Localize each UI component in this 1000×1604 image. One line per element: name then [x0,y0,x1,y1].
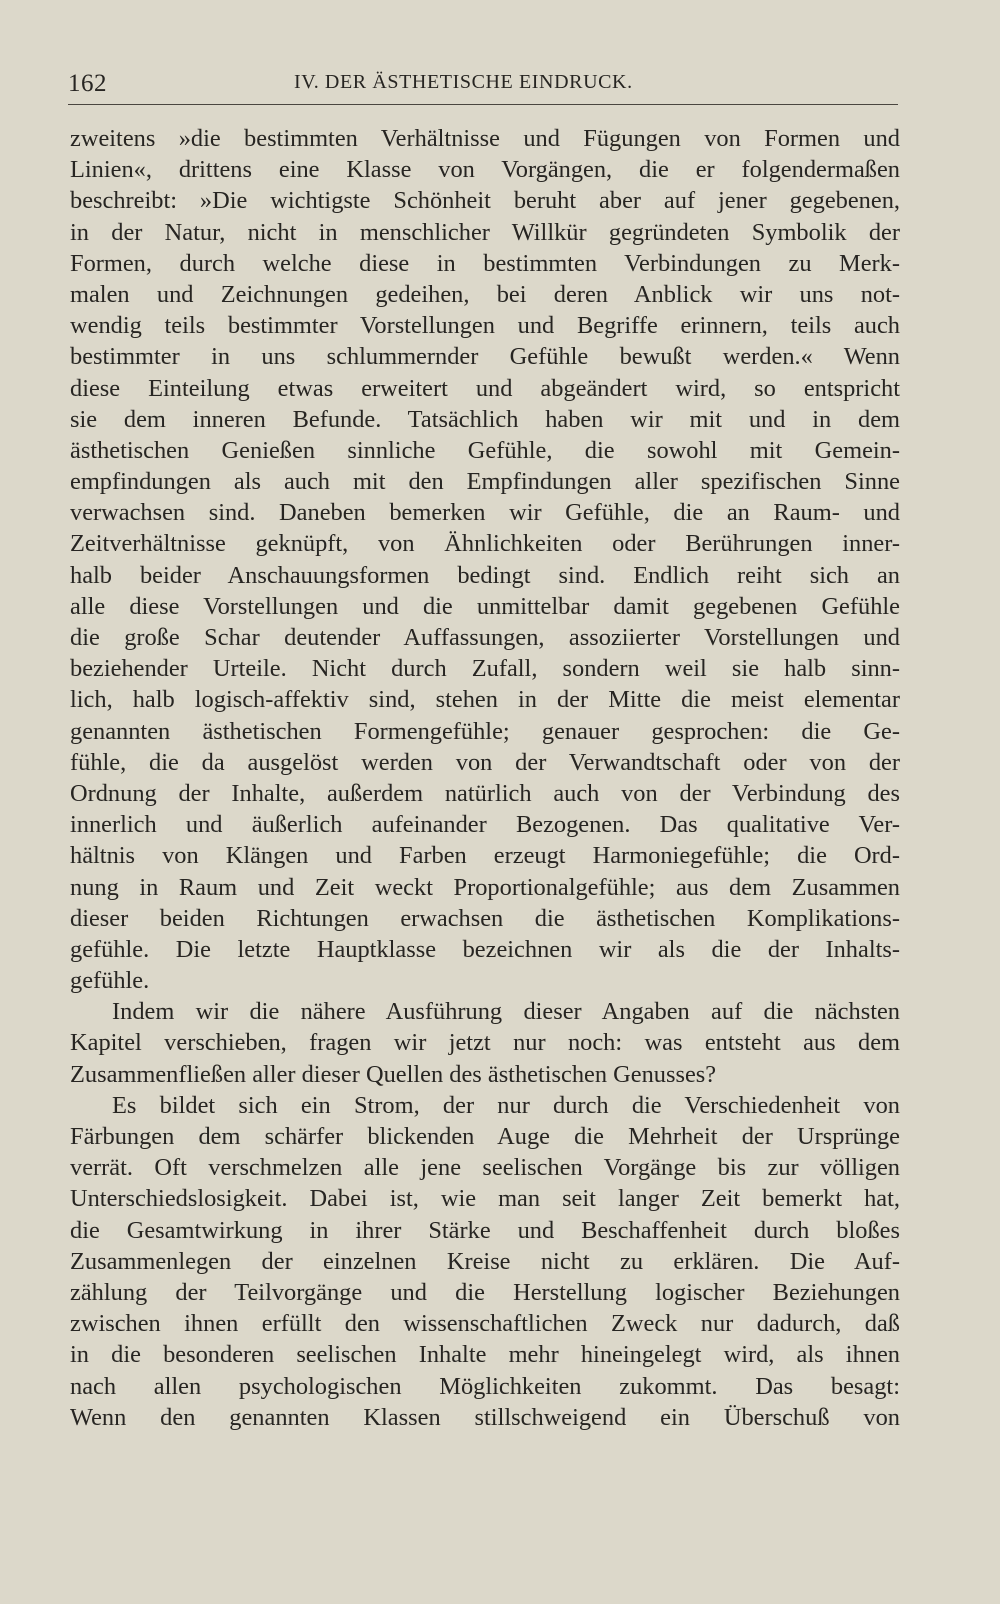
text-line: Wenn den genannten Klassen stillschweigend ein Überschuß von [70,1403,900,1431]
text-line: genannten ästhetischen Formengefühle; genauer gesprochen: die Ge- [70,717,900,745]
text-line: gefühle. Die letzte Hauptklasse bezeichnen wir als die der Inhalts- [70,935,900,963]
text-line: beziehender Urteile. Nicht durch Zufall, sondern weil sie halb sinn- [70,655,900,683]
text-line: malen und Zeichnungen gedeihen, bei deren Anblick wir uns not- [70,280,900,308]
text-line: nach allen psychologischen Möglichkeiten zukommt. Das besagt: [70,1372,900,1400]
text-line: hältnis von Klängen und Farben erzeugt Harmoniegefühle; die Ord- [70,842,900,870]
text-line: sie dem inneren Befunde. Tatsächlich haben wir mit und in dem [70,405,900,433]
text-line: fühle, die da ausgelöst werden von der Verwandtschaft oder von der [70,748,900,776]
text-line: verrät. Oft verschmelzen alle jene seelischen Vorgänge bis zur völligen [70,1154,900,1182]
paragraph [70,996,900,1090]
text-line: nung in Raum und Zeit weckt Proportionalgefühle; aus dem Zusammen [70,873,900,901]
text-line: Kapitel verschieben, fragen wir jetzt nur noch: was entsteht aus dem [70,1029,900,1057]
text-line: innerlich und äußerlich aufeinander Bezogenen. Das qualitative Ver- [70,811,900,839]
text-line: zweitens »die bestimmten Verhältnisse und Fügungen von Formen und [70,125,900,152]
body-text [70,123,900,1433]
text-line: in die besonderen seelischen Inhalte mehr hineingelegt wird, als ihnen [70,1341,900,1369]
text-line: Indem wir die nähere Ausführung dieser Angaben auf die nächsten [112,998,900,1026]
paragraph [70,123,900,996]
paragraph [70,1090,900,1433]
text-line: lich, halb logisch-affektiv sind, stehen in der Mitte die meist elementar [70,686,900,714]
text-line: in der Natur, nicht in menschlicher Willkür gegründeten Symbolik der [70,218,900,246]
text-line: verwachsen sind. Daneben bemerken wir Gefühle, die an Raum- und [70,499,900,527]
text-line: dieser beiden Richtungen erwachsen die ästhetischen Komplikations- [70,904,900,932]
text-line: Unterschiedslosigkeit. Dabei ist, wie man seit langer Zeit bemerkt hat, [70,1185,900,1213]
text-line: empfindungen als auch mit den Empfindungen aller spezifischen Sinne [70,468,900,496]
text-line: Linien«, drittens eine Klasse von Vorgängen, die er folgendermaßen [70,156,900,184]
text-line: bestimmter in uns schlummernder Gefühle bewußt werden.« Wenn [70,343,900,371]
text-line: ästhetischen Genießen sinnliche Gefühle, die sowohl mit Gemein- [70,436,900,464]
text-line: Färbungen dem schärfer blickenden Auge die Mehrheit der Ursprünge [70,1123,900,1150]
running-head [68,68,898,105]
text-line: zählung der Teilvorgänge und die Herstellung logischer Beziehungen [70,1278,900,1306]
text-line: halb beider Anschauungsformen bedingt sind. Endlich reiht sich an [70,561,900,589]
text-line: wendig teils bestimmter Vorstellungen und Begriffe erinnern, teils auch [70,312,900,340]
text-line: Ordnung der Inhalte, außerdem natürlich auch von der Verbindung des [70,779,900,807]
text-line: die Gesamtwirkung in ihrer Stärke und Beschaffenheit durch bloßes [70,1216,900,1244]
text-line: zwischen ihnen erfüllt den wissenschaftlichen Zweck nur dadurch, daß [70,1310,900,1338]
page-number: 162 [68,70,107,97]
text-line: Formen, durch welche diese in bestimmten Verbindungen zu Merk- [70,249,900,277]
text-line: Zusammenfließen aller dieser Quellen des ästhetischen Genusses? [70,1060,717,1088]
text-line: diese Einteilung etwas erweitert und abgeändert wird, so entspricht [70,374,900,402]
chapter-title: IV. DER ÄSTHETISCHE EINDRUCK. [294,71,633,93]
text-line: die große Schar deutender Auffassungen, assoziierter Vorstellungen und [70,624,900,651]
text-line: beschreibt: »Die wichtigste Schönheit beruht aber auf jener gegebenen, [70,187,900,215]
text-line: Zeitverhältnisse geknüpft, von Ähnlichkeiten oder Berührungen inner- [70,530,900,558]
text-line: gefühle. [70,967,150,995]
text-line: alle diese Vorstellungen und die unmittelbar damit gegebenen Gefühle [70,592,900,620]
text-line: Es bildet sich ein Strom, der nur durch die Verschiedenheit von [112,1091,900,1119]
text-line: Zusammenlegen der einzelnen Kreise nicht zu erklären. Die Auf- [70,1247,900,1275]
